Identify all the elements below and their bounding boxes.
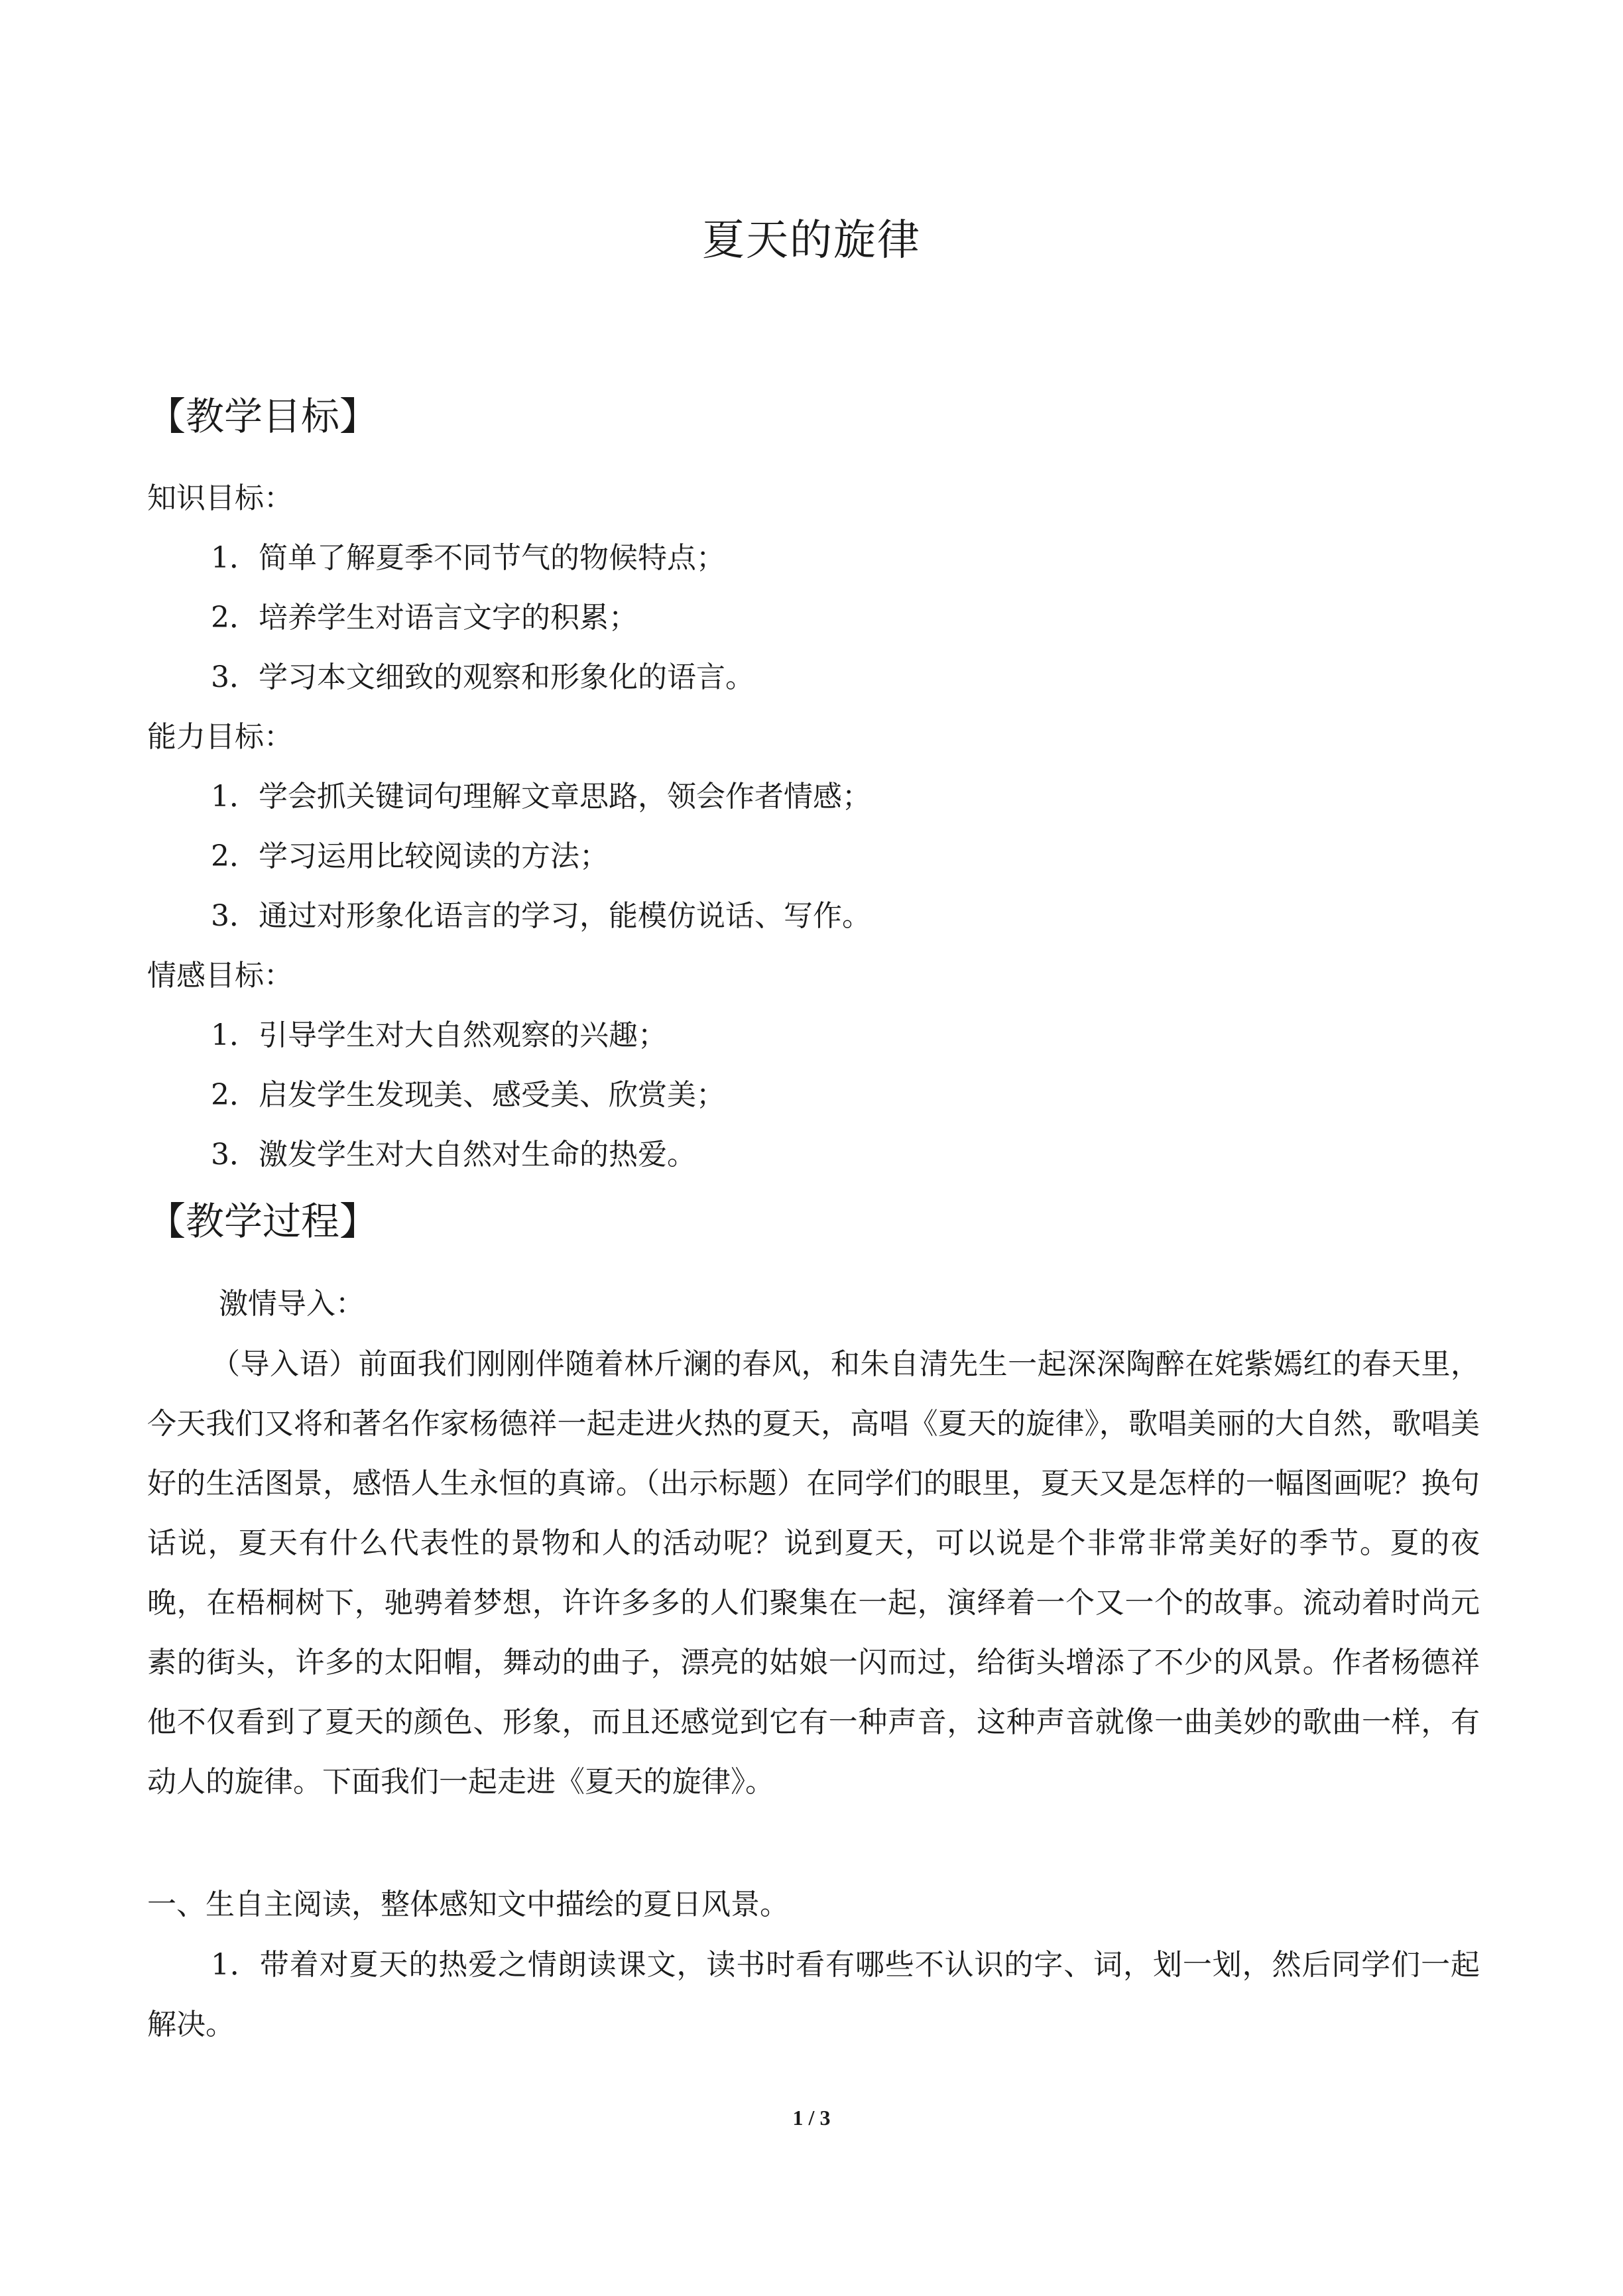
teaching-process-heading: 【教学过程】 [147, 1199, 379, 1244]
ability-goal-item: 1．学会抓关键词句理解文章思路，领会作者情感； [211, 780, 871, 814]
emotion-goals-label: 情感目标： [147, 959, 293, 993]
ability-goals-label: 能力目标： [147, 720, 293, 754]
page-number: 1 / 3 [792, 2106, 831, 2130]
intro-label: 激情导入： [219, 1287, 365, 1321]
emotion-goal-item: 3．激发学生对大自然对生命的热爱。 [211, 1138, 696, 1172]
teaching-goals-heading: 【教学目标】 [147, 394, 379, 439]
step-one-item: 1．带着对夏天的热爱之情朗读课文，读书时看有哪些不认识的字、词，划一划，然后同学们一起解决。 [147, 1948, 1480, 2041]
intro-paragraph: （导入语）前面我们刚刚伴随着林斤澜的春风，和朱自清先生一起深深陶醉在姹紫嫣红的春天里，今天我们又将和著名作家杨德祥一起走进火热的夏天，高唱《夏天的旋律》，歌唱美丽的大自然，歌唱美好的生活图景，感悟人生永恒的真谛。（出示标题）在同学们的眼里，夏天又是怎样的一幅图画呢？换句话说，夏天有什么代表性的景物和人的活动呢？说到夏天，可以说是个非常非常美好的季节。夏的夜晚，在梧桐树下，驰骋着梦想，许许多多的人们聚集在一起，演绎着一个又一个的故事。流动着时尚元素的街头，许多的太阳帽，舞动的曲子，漂亮的姑娘一闪而过，给街头增添了不少的风景。作者杨德祥他不仅看到了夏天的颜色、形象，而且还感觉到它有一种声音，这种声音就像一曲美妙的歌曲一样，有动人的旋律。下面我们一起走进《夏天的旋律》。 [147, 1347, 1480, 1799]
emotion-goal-item: 2．启发学生发现美、感受美、欣赏美； [211, 1078, 725, 1112]
knowledge-goal-item: 3．学习本文细致的观察和形象化的语言。 [211, 660, 754, 694]
ability-goal-item: 2．学习运用比较阅读的方法； [211, 839, 609, 873]
document-title: 夏天的旋律 [702, 216, 921, 265]
knowledge-goal-item: 2．培养学生对语言文字的积累； [211, 601, 638, 634]
ability-goal-item: 3．通过对形象化语言的学习，能模仿说话、写作。 [211, 899, 871, 933]
knowledge-goals-label: 知识目标： [147, 481, 293, 515]
step-one-heading: 一、生自主阅读，整体感知文中描绘的夏日风景。 [147, 1888, 789, 1921]
emotion-goal-item: 1．引导学生对大自然观察的兴趣； [211, 1018, 667, 1052]
knowledge-goal-item: 1．简单了解夏季不同节气的物候特点； [211, 541, 725, 575]
